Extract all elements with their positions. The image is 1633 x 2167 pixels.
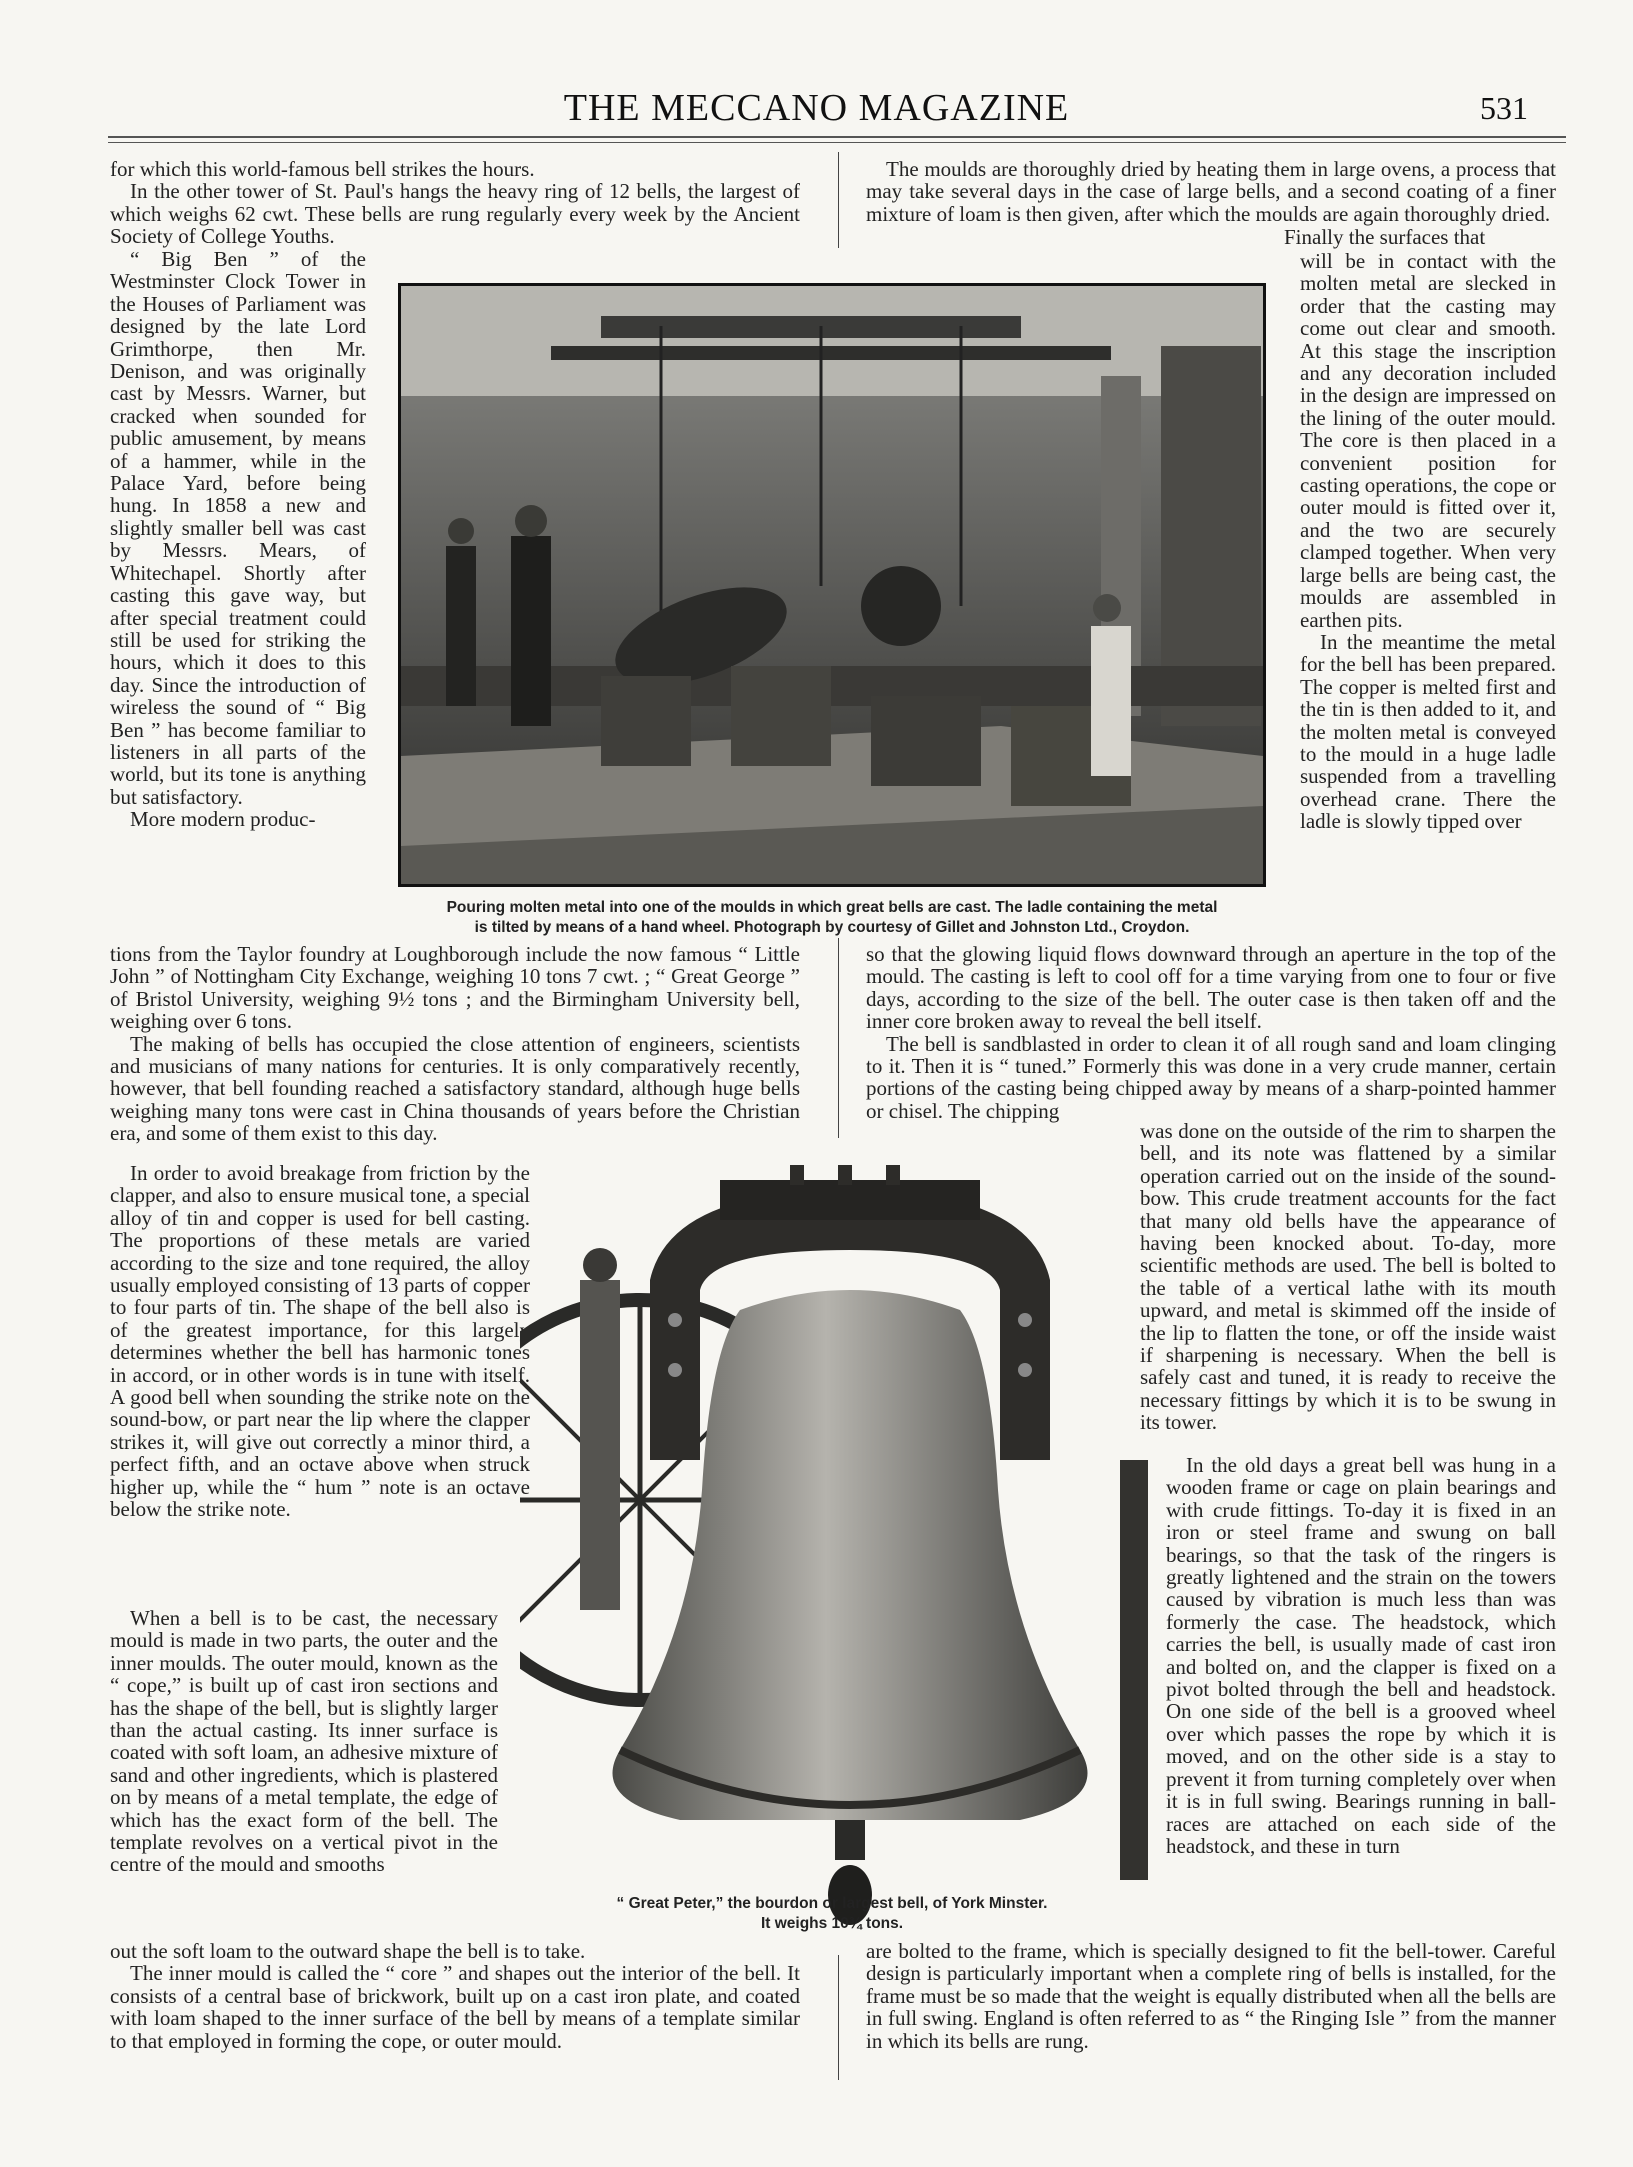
paragraph: In the other tower of St. Paul's hangs the heavy ring of 12 bells, the largest of which weighs 62 cwt. These bells are rung regularly every week by the Ancient Society of College Youths. (110, 179, 800, 249)
paragraph: for which this world-famous bell strikes the hours. (110, 157, 535, 181)
foundry-photo-caption (396, 898, 1268, 938)
header-rule-thin (108, 142, 1566, 143)
right-column-top (866, 158, 1556, 225)
column-divider-middle (838, 938, 839, 1138)
paragraph: are bolted to the frame, which is specially designed to fit the bell-tower. Careful design is particularly important when a complete ring of bells is installed, for the frame must be so made that the weight is equally distributed when all the bells are in full swing. England is often referred to as “ the Ringing Isle ” from the manner in which its bells are rung. (866, 1939, 1556, 2053)
paragraph: In order to avoid breakage from friction by the clapper, and also to ensure musical tone, a special alloy of tin and copper is used for bell casting. The proportions of these metals are varied according to the size and tone required, the alloy usually employed consisting of 13 parts of copper to four parts of tin. The shape of the bell also is of the greatest importance, for this largely determines whether the bell has harmonic tones in accord, or in other words is in tune with itself. A good bell when sounding the strike note on the sound-bow, or part near the lip where the clapper strikes it, will give out correctly a minor third, a perfect fifth, and an octave above when struck higher up, while the “ hum ” note is an octave below the strike note. (110, 1161, 530, 1522)
paragraph: was done on the outside of the rim to sharpen the bell, and its note was flattened by a similar operation carried out on the inside of the sound-bow. This crude treatment accounts for the fact that many old bells have the appearance of having been knocked about. To-day, more scientific methods are used. The bell is bolted to the table of a vertical lathe with its mouth upward, and metal is skimmed off the inside of the lip to flatten the tone, or off the inside waist if sharpening is necessary. When the bell is safely cast and tuned, it is ready to receive the necessary fittings by which it is to be swung in its tower. (1140, 1119, 1556, 1435)
right-column-bottom (866, 1940, 1556, 2052)
left-column-top (110, 158, 800, 248)
header-rule (108, 136, 1566, 138)
paragraph: out the soft loam to the outward shape the bell is to take. (110, 1939, 586, 1963)
right-column-mid (866, 943, 1556, 1122)
left-column-narrow (110, 248, 366, 831)
right-column-tuning (1140, 1120, 1556, 1434)
paragraph: so that the glowing liquid flows downward through an aperture in the top of the mould. The casting is left to cool off for a time varying from one to four or five days, according to the size of the bell. The outer case is then taken off and the inner core broken away to reveal the bell itself. (866, 942, 1556, 1034)
bell-photo-caption (582, 1894, 1082, 1934)
paragraph: The making of bells has occupied the close attention of engineers, scientists and musicians of many nations for centuries. It is only comparatively recently, however, that bell founding reached a satisfactory standard, although huge bells weighing many tons were cast in China thousands of years before the Christian era, and some of them exist to this day. (110, 1031, 800, 1146)
paragraph: tions from the Taylor foundry at Loughborough include the now famous “ Little John ” of Nottingham City Exchange, weighing 10 tons 7 cwt. ; “ Great George ” of Bristol University, weighing 9½ tons ; and the Birmingham University bell, weighing over 6 tons. (110, 942, 800, 1034)
paragraph: In the meantime the metal for the bell has been prepared. The copper is melted first and the tin is then added to it, and the molten metal is conveyed to the mould in a huge ladle suspended from a travelling overhead crane. There the ladle is slowly tipped over (1300, 629, 1556, 834)
paragraph-lead: More modern produc- (130, 807, 316, 832)
left-column-mid (110, 943, 800, 1145)
column-divider-bottom (838, 1955, 839, 2080)
caption-line: is tilted by means of a hand wheel. Photograph by courtesy of Gillet and Johnston Ltd., Croydon. (474, 919, 1190, 936)
paragraph-lead: Finally the surfaces that (1284, 225, 1486, 249)
caption-line: It weighs 10¾ tons. (760, 1915, 904, 1932)
paragraph: The moulds are thoroughly dried by heating them in large ovens, a process that may take several days in the case of large bells, and a second coating of a finer mixture of loam is then given, after which the moulds are again thoroughly dried. (866, 157, 1556, 226)
right-column-old-days (1166, 1454, 1556, 1857)
foundry-photo (398, 283, 1266, 887)
magazine-title: THE MECCANO MAGAZINE (563, 87, 1070, 129)
left-column-mould (110, 1607, 498, 1876)
great-peter-bell-photo (520, 1160, 1170, 1930)
right-column-narrow (1300, 250, 1556, 833)
paragraph: The bell is sandblasted in order to clean it of all rough sand and loam clinging to it. Then it is “ tuned.” Formerly this was done in a very crude manner, certain portions of the casting being chipped away by means of a sharp-pointed hammer or chisel. The chipping (866, 1031, 1556, 1123)
paragraph: In the old days a great bell was hung in a wooden frame or cage on plain bearings and with crude fittings. To-day it is fixed in an iron or steel frame and swung on ball bearings, so that the task of the ringers is greatly lightened and the strain on the towers caused by vibration is much less than was formerly the case. The headstock, which carries the bell, is usually made of cast iron and bolted on, and the clapper is fixed on a pivot bolted through the bell and headstock. On one side of the bell is a grooved wheel over which passes the rope by which it is moved, and on the other side is a stay to prevent it from turning completely over when it is in full swing. Bearings running in ball-races are attached on each side of the headstock, and these in turn (1166, 1453, 1556, 1858)
paragraph-big-ben: “ Big Ben ” of the Westminster Clock Tower in the Houses of Parliament was designed by the late Lord Grimthorpe, then Mr. Denison, and was originally cast by Messrs. Warner, but cracked when sounded for public amusement, by means of a hammer, while in the Palace Yard, before being hung. In 1858 a new and slightly smaller bell was cast by Messrs. Mears, of Whitechapel. Shortly after casting this gave way, but after special treatment could still be used for striking the hours, which it does to this day. Since the introduction of wireless the sound of “ Big Ben ” has become familiar to listeners in all parts of the world, but its tone is anything but satisfactory. (110, 247, 366, 809)
column-divider-top (838, 152, 839, 248)
paragraph: When a bell is to be cast, the necessary mould is made in two parts, the outer and the inner moulds. The outer mould, known as the “ cope,” is built up of cast iron sections and has the shape of the bell, but is slightly larger than the actual casting. Its inner surface is coated with soft loam, an adhesive mixture of sand and other ingredients, which is plastered on by means of a metal template, the edge of which has the exact form of the bell. The template revolves on a vertical pivot in the centre of the mould and smooths (110, 1606, 498, 1877)
paragraph: will be in contact with the molten metal are slecked in order that the casting may come out clear and smooth. At this stage the inscription and any decoration included in the design are impressed on the lining of the outer mould. The core is then placed in a convenient position for casting operations, the cope or outer mould is fitted over it, and the two are securely clamped together. When very large bells are being cast, the moulds are assembled in earthen pits. (1300, 249, 1556, 632)
page-number: 531 (1480, 90, 1528, 126)
caption-line: Pouring molten metal into one of the moulds in which great bells are cast. The ladle containing the metal (446, 899, 1218, 916)
foundry-illustration (401, 286, 1263, 884)
left-column-bottom (110, 1940, 800, 2052)
right-column-lead (1284, 226, 1556, 248)
left-column-alloy (110, 1162, 530, 1521)
caption-line: “ Great Peter,” the bourdon or largest bell, of York Minster. (616, 1895, 1048, 1912)
paragraph: The inner mould is called the “ core ” and shapes out the interior of the bell. It consists of a central base of brickwork, built up on a cast iron plate, and coated with loam shaped to the inner surface of the bell by means of a template similar to that employed in forming the cope, or outer mould. (110, 1961, 800, 2053)
